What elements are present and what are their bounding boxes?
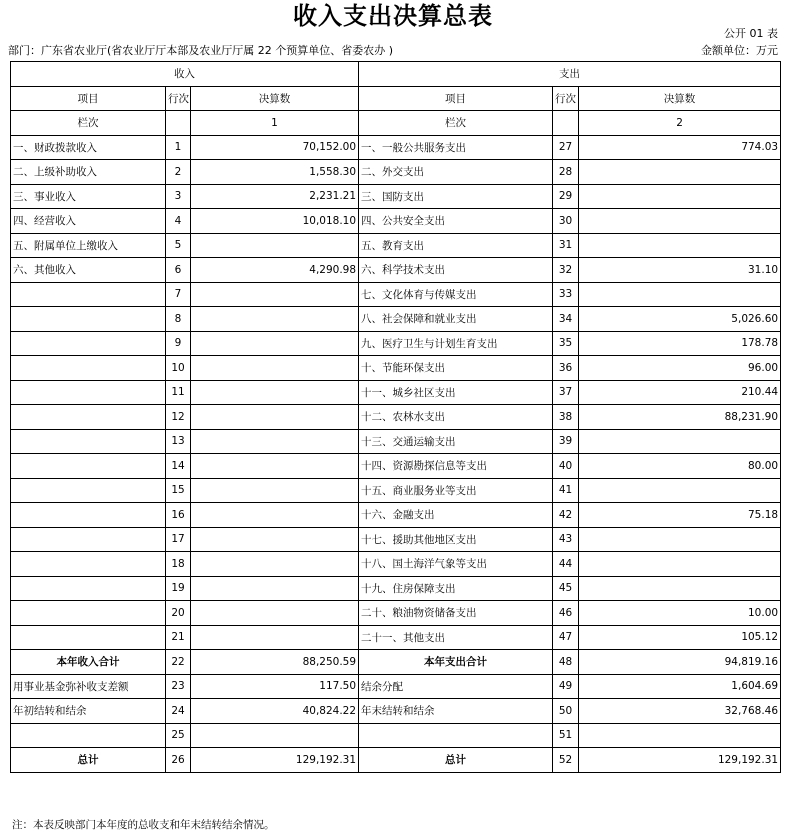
- expense-item-cell: 八、社会保障和就业支出: [359, 307, 553, 332]
- expense-amount-cell: 178.78: [579, 331, 781, 356]
- expense-item-cell: 二十一、其他支出: [359, 625, 553, 650]
- expense-item-cell: 二十、粮油物资储备支出: [359, 601, 553, 626]
- income-row-number-cell: 11: [166, 380, 191, 405]
- expense-item-cell: 本年支出合计: [359, 650, 553, 675]
- income-row-number-cell: 10: [166, 356, 191, 381]
- table-row: [11, 576, 781, 601]
- income-amount-cell: 40,824.22: [191, 699, 359, 724]
- income-amount-cell: [191, 601, 359, 626]
- expense-amount-cell: [579, 282, 781, 307]
- income-row-number-cell: 3: [166, 184, 191, 209]
- income-row-number-cell: 8: [166, 307, 191, 332]
- subtotal-row: [11, 650, 781, 675]
- expense-row-number-cell: 33: [553, 282, 579, 307]
- income-item-cell: [11, 723, 166, 748]
- expense-amount-cell: 94,819.16: [579, 650, 781, 675]
- expense-item-cell: 十五、商业服务业等支出: [359, 478, 553, 503]
- expense-amount-cell: [579, 160, 781, 185]
- income-row-number-cell: 16: [166, 503, 191, 528]
- income-amount-cell: 2,231.21: [191, 184, 359, 209]
- income-item-cell: [11, 478, 166, 503]
- expense-row-number-cell: 50: [553, 699, 579, 724]
- income-amount-cell: [191, 527, 359, 552]
- expense-item-cell: 十一、城乡社区支出: [359, 380, 553, 405]
- expense-amount-cell: 105.12: [579, 625, 781, 650]
- expense-amount-cell: [579, 429, 781, 454]
- expense-row-number-cell: 48: [553, 650, 579, 675]
- expense-item-cell: 十、节能环保支出: [359, 356, 553, 381]
- table-row: [11, 356, 781, 381]
- income-item-cell: 三、事业收入: [11, 184, 166, 209]
- expense-amount-cell: 80.00: [579, 454, 781, 479]
- income-amount-cell: [191, 380, 359, 405]
- income-item-cell: 一、财政拨款收入: [11, 135, 166, 160]
- income-item-cell: 五、附属单位上缴收入: [11, 233, 166, 258]
- expense-row-number-cell: 34: [553, 307, 579, 332]
- expense-item-cell: 二、外交支出: [359, 160, 553, 185]
- income-row-number-cell: 4: [166, 209, 191, 234]
- expense-amount-cell: 5,026.60: [579, 307, 781, 332]
- empty-cell: [166, 111, 191, 136]
- income-amount-cell: [191, 429, 359, 454]
- department-label: 部门：广东省农业厅(省农业厅厅本部及农业厅厅属 22 个预算单位、省委农办 ): [8, 44, 394, 57]
- expense-item-cell: 十七、援助其他地区支出: [359, 527, 553, 552]
- amount-unit-label: 金额单位：万元: [701, 44, 778, 57]
- income-item-cell: [11, 625, 166, 650]
- income-row-number-cell: 6: [166, 258, 191, 283]
- expense-item-cell: 总计: [359, 748, 553, 773]
- income-row-number-cell: 5: [166, 233, 191, 258]
- income-amount-cell: [191, 478, 359, 503]
- expense-amount-cell: 96.00: [579, 356, 781, 381]
- expense-row-number-cell: 42: [553, 503, 579, 528]
- income-amount-cell: [191, 625, 359, 650]
- expense-item-cell: 五、教育支出: [359, 233, 553, 258]
- expense-amount-cell: [579, 478, 781, 503]
- income-item-header: 项目: [11, 86, 166, 111]
- expense-row-number-cell: 38: [553, 405, 579, 430]
- expense-row-number-cell: 36: [553, 356, 579, 381]
- table-row: [11, 258, 781, 283]
- income-item-cell: 年初结转和结余: [11, 699, 166, 724]
- expense-row-number-cell: 31: [553, 233, 579, 258]
- table-row: [11, 429, 781, 454]
- income-amount-cell: [191, 405, 359, 430]
- income-amount-cell: [191, 503, 359, 528]
- column-number-row: [11, 111, 781, 136]
- expense-row-number-cell: 29: [553, 184, 579, 209]
- expense-item-header: 项目: [359, 86, 553, 111]
- expense-row-number-cell: 40: [553, 454, 579, 479]
- expense-item-cell: 年末结转和结余: [359, 699, 553, 724]
- income-row-number-cell: 21: [166, 625, 191, 650]
- table-row: [11, 233, 781, 258]
- table-row: [11, 552, 781, 577]
- table-row: [11, 405, 781, 430]
- income-row-number-cell: 1: [166, 135, 191, 160]
- expense-item-cell: 十六、金融支出: [359, 503, 553, 528]
- expense-amount-cell: 1,604.69: [579, 674, 781, 699]
- expense-amount-cell: [579, 527, 781, 552]
- income-item-cell: [11, 356, 166, 381]
- income-row-number-cell: 12: [166, 405, 191, 430]
- table-row: [11, 503, 781, 528]
- expense-amount-header: 决算数: [579, 86, 781, 111]
- table-row: [11, 625, 781, 650]
- expense-amount-cell: 75.18: [579, 503, 781, 528]
- table-row: [11, 699, 781, 724]
- expense-row-number-cell: 43: [553, 527, 579, 552]
- income-row-number-cell: 14: [166, 454, 191, 479]
- expense-amount-cell: 129,192.31: [579, 748, 781, 773]
- expense-row-number-cell: 32: [553, 258, 579, 283]
- table-row: [11, 723, 781, 748]
- expense-item-cell: 十二、农林水支出: [359, 405, 553, 430]
- footnote: 注：本表反映部门本年度的总收支和年末结转结余情况。: [12, 819, 275, 831]
- income-item-cell: [11, 405, 166, 430]
- table-row: [11, 331, 781, 356]
- expense-amount-cell: [579, 576, 781, 601]
- expense-item-cell: 结余分配: [359, 674, 553, 699]
- income-amount-cell: 10,018.10: [191, 209, 359, 234]
- income-section-header: 收入: [11, 62, 359, 87]
- income-amount-cell: [191, 331, 359, 356]
- table-row: [11, 282, 781, 307]
- income-label-column: 栏次: [11, 111, 166, 136]
- income-item-cell: [11, 601, 166, 626]
- table-row: [11, 209, 781, 234]
- income-item-cell: [11, 380, 166, 405]
- expense-amount-cell: [579, 723, 781, 748]
- expense-item-cell: 九、医疗卫生与计划生育支出: [359, 331, 553, 356]
- expense-row-number-cell: 35: [553, 331, 579, 356]
- expense-row-number-cell: 45: [553, 576, 579, 601]
- expense-row-number-cell: 28: [553, 160, 579, 185]
- table-row: [11, 601, 781, 626]
- table-row: [11, 674, 781, 699]
- income-row-number-cell: 20: [166, 601, 191, 626]
- table-row: [11, 135, 781, 160]
- expense-item-cell: [359, 723, 553, 748]
- income-item-cell: [11, 527, 166, 552]
- expense-item-cell: 十四、资源勘探信息等支出: [359, 454, 553, 479]
- table-row: [11, 454, 781, 479]
- expense-item-cell: 一、一般公共服务支出: [359, 135, 553, 160]
- income-row-number-cell: 23: [166, 674, 191, 699]
- income-row-number-cell: 24: [166, 699, 191, 724]
- expense-item-cell: 十九、住房保障支出: [359, 576, 553, 601]
- income-row-number-cell: 2: [166, 160, 191, 185]
- income-amount-cell: [191, 356, 359, 381]
- expense-amount-cell: 210.44: [579, 380, 781, 405]
- expense-label-column: 栏次: [359, 111, 553, 136]
- income-item-cell: [11, 454, 166, 479]
- expense-item-cell: 十八、国土海洋气象等支出: [359, 552, 553, 577]
- expense-amount-cell: 32,768.46: [579, 699, 781, 724]
- income-item-cell: [11, 503, 166, 528]
- income-amount-cell: [191, 723, 359, 748]
- income-amount-cell: 88,250.59: [191, 650, 359, 675]
- income-row-number-cell: 22: [166, 650, 191, 675]
- table-row: [11, 478, 781, 503]
- expense-amount-cell: 31.10: [579, 258, 781, 283]
- expense-amount-cell: 774.03: [579, 135, 781, 160]
- income-item-cell: [11, 282, 166, 307]
- income-amount-cell: [191, 233, 359, 258]
- income-item-cell: 本年收入合计: [11, 650, 166, 675]
- expense-row-number-cell: 51: [553, 723, 579, 748]
- income-item-cell: 二、上级补助收入: [11, 160, 166, 185]
- income-amount-cell: [191, 454, 359, 479]
- income-row-number-cell: 7: [166, 282, 191, 307]
- expense-row-number-cell: 44: [553, 552, 579, 577]
- expense-row-number-cell: 49: [553, 674, 579, 699]
- income-amount-cell: [191, 282, 359, 307]
- expense-amount-cell: [579, 552, 781, 577]
- table-row: [11, 527, 781, 552]
- expense-item-cell: 十三、交通运输支出: [359, 429, 553, 454]
- expense-amount-cell: [579, 209, 781, 234]
- income-item-cell: 用事业基金弥补收支差额: [11, 674, 166, 699]
- income-item-cell: [11, 307, 166, 332]
- income-amount-cell: [191, 307, 359, 332]
- expense-row-no-header: 行次: [553, 86, 579, 111]
- expense-row-number-cell: 27: [553, 135, 579, 160]
- page-title: 收入支出决算总表: [293, 2, 493, 30]
- income-amount-cell: 1,558.30: [191, 160, 359, 185]
- income-item-cell: [11, 576, 166, 601]
- expense-row-number-cell: 52: [553, 748, 579, 773]
- form-number: 公开 01 表: [724, 27, 778, 40]
- income-amount-cell: 4,290.98: [191, 258, 359, 283]
- income-row-no-header: 行次: [166, 86, 191, 111]
- expense-amount-cell: 88,231.90: [579, 405, 781, 430]
- income-item-cell: [11, 331, 166, 356]
- table-row: [11, 380, 781, 405]
- table-row: [11, 160, 781, 185]
- income-item-cell: 四、经营收入: [11, 209, 166, 234]
- expense-row-number-cell: 46: [553, 601, 579, 626]
- income-item-cell: [11, 552, 166, 577]
- income-amount-cell: 70,152.00: [191, 135, 359, 160]
- expense-row-number-cell: 39: [553, 429, 579, 454]
- income-row-number-cell: 26: [166, 748, 191, 773]
- income-item-cell: [11, 429, 166, 454]
- expense-item-cell: 三、国防支出: [359, 184, 553, 209]
- expense-amount-cell: [579, 184, 781, 209]
- income-item-cell: 六、其他收入: [11, 258, 166, 283]
- expense-row-number-cell: 47: [553, 625, 579, 650]
- income-row-number-cell: 18: [166, 552, 191, 577]
- expense-row-number-cell: 41: [553, 478, 579, 503]
- expense-item-cell: 七、文化体育与传媒支出: [359, 282, 553, 307]
- income-amount-header: 决算数: [191, 86, 359, 111]
- income-row-number-cell: 17: [166, 527, 191, 552]
- income-row-number-cell: 15: [166, 478, 191, 503]
- income-column-number: 1: [191, 111, 359, 136]
- expense-item-cell: 六、科学技术支出: [359, 258, 553, 283]
- income-row-number-cell: 13: [166, 429, 191, 454]
- income-row-number-cell: 9: [166, 331, 191, 356]
- total-row: [11, 748, 781, 773]
- income-row-number-cell: 25: [166, 723, 191, 748]
- expense-amount-cell: [579, 233, 781, 258]
- income-item-cell: 总计: [11, 748, 166, 773]
- expense-row-number-cell: 37: [553, 380, 579, 405]
- empty-cell: [553, 111, 579, 136]
- expense-row-number-cell: 30: [553, 209, 579, 234]
- section-header-row: [11, 62, 781, 87]
- income-row-number-cell: 19: [166, 576, 191, 601]
- expense-column-number: 2: [579, 111, 781, 136]
- income-amount-cell: 129,192.31: [191, 748, 359, 773]
- income-amount-cell: [191, 552, 359, 577]
- expense-item-cell: 四、公共安全支出: [359, 209, 553, 234]
- expense-amount-cell: 10.00: [579, 601, 781, 626]
- income-amount-cell: 117.50: [191, 674, 359, 699]
- table-row: [11, 307, 781, 332]
- expense-section-header: 支出: [359, 62, 781, 87]
- income-expense-table: [10, 61, 781, 773]
- column-header-row: [11, 86, 781, 111]
- income-amount-cell: [191, 576, 359, 601]
- table-row: [11, 184, 781, 209]
